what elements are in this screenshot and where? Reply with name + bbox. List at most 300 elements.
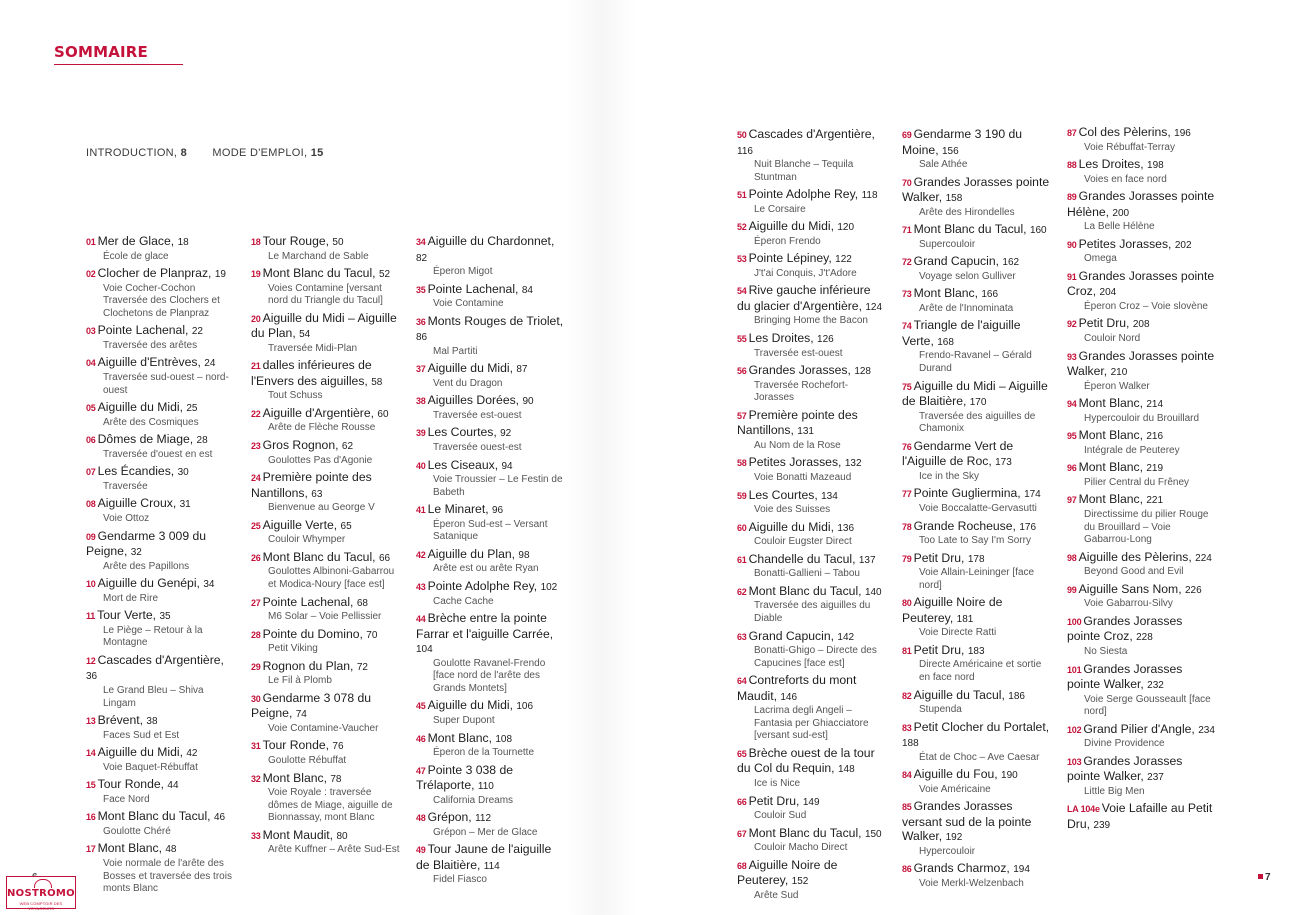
toc-entry-route: Voie Gabarrou-Silvy xyxy=(1084,598,1173,610)
toc-entry xyxy=(1067,396,1215,425)
toc-entry-number: 33 xyxy=(251,830,261,841)
toc-entry-route: Supercouloir xyxy=(919,238,976,250)
toc-entry-route: Éperon Migot xyxy=(433,266,493,277)
toc-entry-page: 120 xyxy=(837,222,855,234)
toc-entry-heading xyxy=(251,659,401,676)
toc-entry-route: Couloir Whymper xyxy=(268,534,346,546)
toc-entry xyxy=(251,595,401,624)
toc-entry-number: 25 xyxy=(251,520,261,531)
toc-entry-page: 82 xyxy=(416,252,428,264)
toc-entry-number: 20 xyxy=(251,313,261,324)
toc-entry-route: Fidel Fiasco xyxy=(433,874,487,886)
toc-column-3 xyxy=(416,234,568,890)
toc-entry-route: Le Corsaire xyxy=(754,203,806,215)
toc-entry xyxy=(251,518,401,547)
toc-entry xyxy=(416,842,568,887)
toc-entry-route: Éperon Frendo xyxy=(754,235,821,247)
toc-entry-number: 75 xyxy=(902,381,912,392)
toc-entry-page: 28 xyxy=(196,435,208,447)
toc-entry-route: Goulottes Albinoni-Gabarrou et Modica-Noury [face est] xyxy=(268,566,395,590)
toc-entry-number: 52 xyxy=(737,222,747,233)
toc-entry-page: 178 xyxy=(967,553,985,565)
toc-entry-number: 83 xyxy=(902,722,912,733)
toc-entry-summit: Grand Capucin, xyxy=(748,628,834,643)
toc-entry-heading xyxy=(86,809,238,826)
toc-entry-page: 140 xyxy=(864,586,882,598)
toc-entry-heading xyxy=(1067,460,1215,477)
toc-entry-number: 100 xyxy=(1067,616,1082,627)
toc-entry-number: 65 xyxy=(737,748,747,759)
toc-entry-heading xyxy=(86,266,238,283)
toc-entry-summit: Mont Blanc du Tacul, xyxy=(913,222,1027,237)
toc-entry xyxy=(1067,125,1215,154)
toc-entry-number: 07 xyxy=(86,467,96,478)
toc-entry-page: 24 xyxy=(204,358,216,370)
page-gutter xyxy=(566,0,636,915)
toc-entry-summit: Aiguille Noire de Peuterey, xyxy=(902,595,1003,625)
toc-entry-page: 136 xyxy=(837,522,855,534)
toc-entry-page: 96 xyxy=(491,505,504,517)
toc-entry-page: 70 xyxy=(366,629,378,641)
toc-entry-summit: Gendarme 3 190 du Moine, xyxy=(902,127,1023,157)
toc-entry-heading xyxy=(416,731,568,748)
toc-entry-route: Bonatti-Gallieni – Tabou xyxy=(754,568,860,580)
toc-entry-page: 65 xyxy=(340,520,352,532)
toc-entry-route: Faces Sud et Est xyxy=(103,729,180,741)
toc-entry-summit: Mont Blanc du Tacul, xyxy=(748,583,862,598)
toc-entry-number: 10 xyxy=(86,579,96,590)
toc-entry-heading xyxy=(1067,396,1215,413)
toc-entry xyxy=(416,393,568,422)
toc-entry-page: 32 xyxy=(130,547,142,559)
toc-entry-heading xyxy=(86,323,238,340)
toc-entry-summit: Mont Blanc, xyxy=(1078,428,1143,443)
toc-entry-heading xyxy=(86,653,238,685)
toc-column-5 xyxy=(902,127,1054,894)
toc-entry-route: Voie Allain-Leininger [face nord] xyxy=(919,567,1035,591)
toc-entry-summit: Cascades d'Argentière, xyxy=(97,652,224,667)
toc-entry xyxy=(737,127,887,184)
toc-entry-number: 42 xyxy=(416,549,426,560)
toc-entry-route: Super Dupont xyxy=(433,714,495,726)
toc-entry-route: Hypercouloir xyxy=(919,845,976,857)
toc-entry-summit: Aiguille du Midi, xyxy=(427,361,513,376)
toc-entry-heading xyxy=(902,318,1054,350)
toc-entry-page: 68 xyxy=(356,597,368,609)
toc-entry-number: 93 xyxy=(1067,351,1077,362)
toc-entry-number: 56 xyxy=(737,366,747,377)
toc-entry-summit: Brèche ouest de la tour du Col du Requin, xyxy=(737,745,875,776)
toc-entry xyxy=(86,496,238,525)
toc-entry-page: 106 xyxy=(516,701,534,713)
toc-entry-page: 86 xyxy=(416,332,428,344)
toc-entry-heading xyxy=(737,552,887,569)
toc-entry-summit: Monts Rouges de Triolet, xyxy=(427,313,564,328)
toc-entry-summit: Rive gauche inférieure du glacier d'Argentière, xyxy=(737,283,871,313)
toc-entry xyxy=(902,720,1054,765)
toc-entry-heading xyxy=(86,496,238,513)
toc-entry xyxy=(737,283,887,328)
toc-entry-number: 12 xyxy=(86,655,96,666)
toc-entry-heading xyxy=(737,219,887,236)
toc-entry xyxy=(902,318,1054,375)
toc-entry xyxy=(416,282,568,311)
toc-entry-number: 36 xyxy=(416,316,426,327)
toc-entry xyxy=(416,361,568,390)
toc-entry-route: No Siesta xyxy=(1084,645,1128,657)
toc-entry-route: Couloir Eugster Direct xyxy=(754,536,852,548)
toc-entry-summit: Grandes Jorasses versant sud de la pointe Walker, xyxy=(902,799,1032,844)
toc-entry-route: Ice is Nice xyxy=(754,777,801,789)
toc-entry-route: Arête Kuffner – Arête Sud-Est xyxy=(268,844,400,856)
toc-entry-summit: Gros Rognon, xyxy=(262,438,339,453)
toc-entry xyxy=(1067,157,1215,186)
toc-entry-summit: Aiguille du Midi, xyxy=(748,519,834,534)
toc-entry xyxy=(1067,316,1215,345)
toc-entry-summit: Mer de Glace, xyxy=(97,234,175,248)
toc-entry-number: 74 xyxy=(902,321,912,332)
toc-entry-route: Little Big Men xyxy=(1084,785,1145,797)
toc-entry-page: 176 xyxy=(1019,521,1037,533)
toc-entry-route: Voie Baquet-Rébuffat xyxy=(103,761,198,773)
toc-entry-route: Bonatti-Ghigo – Directe des Capucines [face est] xyxy=(754,645,877,669)
toc-entry-heading xyxy=(737,488,887,505)
toc-entry-number: 63 xyxy=(737,631,747,642)
toc-column-4 xyxy=(737,127,887,905)
toc-entry-page: 134 xyxy=(821,490,838,502)
toc-entry-page: 137 xyxy=(858,554,876,566)
toc-entry-route: Couloir Macho Direct xyxy=(754,842,848,854)
toc-entry xyxy=(416,611,568,695)
toc-entry-heading xyxy=(416,698,568,715)
toc-entry-page: 25 xyxy=(186,403,198,415)
toc-entry-summit: Grand Capucin, xyxy=(913,254,999,269)
toc-entry-number: 06 xyxy=(86,435,96,446)
toc-entry-page: 22 xyxy=(191,326,203,338)
toc-entry-heading xyxy=(1067,582,1215,599)
toc-entry-number: 91 xyxy=(1067,271,1077,282)
toc-entry-number: 39 xyxy=(416,428,426,439)
toc-entry xyxy=(416,458,568,500)
toc-entry-summit: Cascades d'Argentière, xyxy=(748,127,875,141)
toc-entry-number: 59 xyxy=(737,490,747,501)
toc-entry-heading xyxy=(737,127,887,159)
toc-entry-summit: Pointe Lachenal, xyxy=(97,323,189,338)
toc-entry-page: 92 xyxy=(500,428,512,440)
toc-entry xyxy=(737,363,887,405)
toc-entry-page: 48 xyxy=(165,844,177,856)
toc-entry-summit: Voie Lafaille au Petit Dru, xyxy=(1067,801,1213,831)
toc-entry-summit: Les Droites, xyxy=(748,331,814,346)
toc-entry xyxy=(86,529,238,574)
toc-entry xyxy=(902,286,1054,315)
toc-entry xyxy=(1067,189,1215,234)
toc-entry-summit: Mont Blanc, xyxy=(1078,492,1143,507)
toc-entry-page: 50 xyxy=(332,237,344,248)
toc-entry-heading xyxy=(737,408,887,440)
toc-entry-heading xyxy=(737,746,887,778)
toc-entry-number: 96 xyxy=(1067,463,1077,474)
toc-entry-page: 183 xyxy=(967,645,985,657)
toc-entry-number: 09 xyxy=(86,531,96,542)
toc-entry xyxy=(737,629,887,671)
toc-entry-heading xyxy=(251,771,401,788)
toc-entry-route: Pilier Central du Frêney xyxy=(1084,476,1190,488)
toc-entry-page: 118 xyxy=(861,190,878,202)
toc-entry-page: 131 xyxy=(797,426,814,438)
toc-entry xyxy=(1067,550,1215,579)
toc-entry xyxy=(251,550,401,592)
toc-entry-heading xyxy=(902,551,1054,568)
toc-entry-number: 69 xyxy=(902,130,912,140)
toc-entry xyxy=(737,408,887,453)
toc-entry xyxy=(737,219,887,248)
toc-entry xyxy=(737,455,887,484)
toc-entry-number: 23 xyxy=(251,441,261,452)
toc-entry-heading xyxy=(737,629,887,646)
toc-entry xyxy=(1067,614,1215,659)
toc-entry-heading xyxy=(1067,754,1215,786)
toc-entry xyxy=(737,520,887,549)
toc-entry-page: 202 xyxy=(1174,239,1192,251)
toc-entry-page: 114 xyxy=(483,860,500,872)
toc-entry xyxy=(86,608,238,650)
toc-entry-summit: Chandelle du Tacul, xyxy=(748,551,856,566)
toc-entry xyxy=(416,810,568,839)
toc-entry-number: 37 xyxy=(416,364,426,375)
toc-entry-route: Traversée des aiguilles du Diable xyxy=(754,600,871,624)
toc-entry-route: Le Fil à Plomb xyxy=(268,675,332,687)
toc-entry-number: 46 xyxy=(416,733,426,744)
toc-entry-heading xyxy=(1067,349,1215,381)
toc-entry-number: 92 xyxy=(1067,319,1077,330)
toc-entry-page: 221 xyxy=(1146,495,1164,507)
toc-entry-heading xyxy=(737,826,887,843)
toc-entry-summit: dalles inférieures de l'Envers des aiguilles, xyxy=(251,358,372,388)
toc-entry-number: 88 xyxy=(1067,160,1077,171)
toc-entry xyxy=(86,464,238,493)
toc-entry-route: Arête de l'Innominata xyxy=(919,302,1014,314)
toc-entry xyxy=(251,828,401,857)
toc-entry-summit: Aiguille du Midi, xyxy=(748,219,834,234)
toc-entry-page: 104 xyxy=(416,644,433,656)
toc-entry-route: Traversée est-ouest xyxy=(754,347,843,359)
toc-entry-heading xyxy=(737,187,887,204)
toc-entry-page: 152 xyxy=(791,876,809,888)
toc-entry-number: 87 xyxy=(1067,128,1077,138)
toc-entry-number: 16 xyxy=(86,812,96,823)
toc-entry-number: 19 xyxy=(251,269,261,280)
toc-entry-number: 32 xyxy=(251,773,261,784)
toc-entry-heading xyxy=(251,406,401,423)
toc-entry xyxy=(1067,754,1215,799)
toc-entry-number: 70 xyxy=(902,177,912,188)
toc-entry-summit: Aiguille Croux, xyxy=(97,496,177,511)
toc-entry-summit: Petit Dru, xyxy=(913,550,965,565)
toc-entry xyxy=(902,127,1054,172)
toc-entry-number: 44 xyxy=(416,614,426,625)
toc-entry xyxy=(902,519,1054,548)
toc-entry-summit: Les Droites, xyxy=(1078,157,1144,172)
mode-emploi-item: MODE D'EMPLOI, 15 xyxy=(212,147,324,159)
toc-entry xyxy=(737,584,887,626)
toc-entry-heading xyxy=(251,738,401,755)
toc-entry-route: Tout Schuss xyxy=(268,390,323,402)
toc-entry-number: 13 xyxy=(86,716,96,727)
toc-entry-summit: Première pointe des Nantillons, xyxy=(737,407,858,438)
toc-entry-heading xyxy=(86,576,238,593)
toc-entry-route: Goulotte Chéré xyxy=(103,825,171,837)
toc-entry-route: Voies Contamine [versant nord du Triangle du Tacul] xyxy=(268,282,383,307)
toc-entry-number: 38 xyxy=(416,396,426,407)
toc-entry-summit: Petit Dru, xyxy=(913,642,965,657)
toc-entry-number: 26 xyxy=(251,552,261,563)
toc-entry-page: 146 xyxy=(780,691,798,703)
toc-entry xyxy=(1067,492,1215,546)
toc-entry-summit: Pointe Adolphe Rey, xyxy=(427,579,538,594)
toc-entry xyxy=(902,688,1054,717)
toc-entry-number: 64 xyxy=(737,676,747,687)
toc-entry-summit: Tour Ronde, xyxy=(262,738,330,753)
page-title: SOMMAIRE xyxy=(54,43,148,61)
toc-entry-route: Voie Contamine-Vaucher xyxy=(268,722,379,734)
toc-entry-route: Voie normale de l'arête des Bosses et traversée des trois monts Blanc xyxy=(103,857,232,895)
toc-entry-number: 03 xyxy=(86,326,96,337)
toc-entry-heading xyxy=(251,438,401,455)
toc-entry-page: 126 xyxy=(817,334,834,346)
toc-entry-page: 124 xyxy=(865,301,883,313)
toc-entry-heading xyxy=(86,713,238,730)
toc-entry-page: 181 xyxy=(956,613,974,625)
toc-entry-route: Voies en face nord xyxy=(1084,173,1167,185)
toc-entry-summit: Aiguille du Midi, xyxy=(97,400,183,415)
toc-entry xyxy=(902,767,1054,796)
toc-entry-summit: Aiguille du Tacul, xyxy=(913,687,1005,702)
toc-entry xyxy=(1067,801,1215,833)
toc-entry-heading xyxy=(251,470,401,502)
toc-entry-number: 30 xyxy=(251,693,261,704)
toc-entry-number: 45 xyxy=(416,701,426,712)
toc-entry-route: Traversée ouest-est xyxy=(433,441,522,453)
toc-entry-summit: Col des Pèlerins, xyxy=(1078,125,1171,139)
toc-entry-number: 02 xyxy=(86,269,96,280)
toc-entry-page: 90 xyxy=(522,396,534,408)
toc-entry-page: 150 xyxy=(864,828,882,840)
toc-entry-summit: Les Courtes, xyxy=(748,487,818,502)
toc-entry xyxy=(902,799,1054,858)
toc-entry-heading xyxy=(737,283,887,315)
toc-entry-heading xyxy=(86,608,238,625)
toc-entry-number: 31 xyxy=(251,741,261,752)
toc-entry-route: Voie Boccalatte-Gervasutti xyxy=(919,502,1037,514)
toc-entry-number: 41 xyxy=(416,505,426,516)
toc-entry-number: 24 xyxy=(251,473,261,484)
toc-entry-heading xyxy=(737,584,887,601)
toc-entry-summit: Aiguille du Midi – Aiguille de Blaitière, xyxy=(902,378,1048,409)
toc-entry-page: 156 xyxy=(941,145,959,157)
toc-entry-summit: Aiguille du Plan, xyxy=(427,546,516,561)
toc-entry-number: 89 xyxy=(1067,192,1077,203)
toc-entry-route: Voie Rébuffat-Terray xyxy=(1084,141,1175,153)
toc-entry-route: Éperon de la Tournette xyxy=(433,747,535,758)
toc-entry xyxy=(902,379,1054,436)
toc-entry-route: Éperon Sud-est – Versant Satanique xyxy=(433,518,548,543)
toc-entry xyxy=(902,861,1054,890)
toc-entry-page: 168 xyxy=(937,336,954,348)
toc-entry-summit: Grands Charmoz, xyxy=(913,861,1010,876)
toc-entry-summit: Grandes Jorasses pointe Croz, xyxy=(1067,613,1183,644)
toc-entry-route: Voie Merkl-Welzenbach xyxy=(919,877,1024,889)
toc-entry-heading xyxy=(737,794,887,811)
toc-entry xyxy=(86,777,238,806)
toc-entry-summit: Pointe du Domino, xyxy=(262,626,363,641)
toc-entry xyxy=(251,438,401,467)
toc-entry-number: 66 xyxy=(737,796,747,807)
toc-entry-summit: Mont Blanc du Tacul, xyxy=(262,266,376,281)
toc-entry xyxy=(1067,662,1215,719)
toc-entry-heading xyxy=(902,767,1054,784)
toc-entry-page: 200 xyxy=(1112,207,1130,219)
toc-entry xyxy=(1067,460,1215,489)
toc-entry xyxy=(737,826,887,855)
toc-entry-number: 57 xyxy=(737,410,747,421)
toc-entry xyxy=(902,222,1054,251)
toc-entry-route: Voie Directe Ratti xyxy=(919,627,997,639)
toc-entry xyxy=(737,746,887,791)
toc-entry-heading xyxy=(86,400,238,417)
toc-entry-heading xyxy=(1067,269,1215,301)
toc-entry xyxy=(86,355,238,397)
toc-entry-page: 76 xyxy=(332,741,344,753)
toc-entry-route: Intégrale de Peuterey xyxy=(1084,444,1180,456)
toc-entry-number: 81 xyxy=(902,645,912,656)
toc-entry-route: Traversée Midi-Plan xyxy=(268,342,358,354)
toc-entry-page: 237 xyxy=(1147,772,1164,784)
toc-entry-number: 97 xyxy=(1067,495,1077,506)
toc-entry xyxy=(416,314,568,359)
toc-entry xyxy=(902,439,1054,484)
toc-entry-number: 49 xyxy=(416,845,426,856)
toc-entry xyxy=(251,311,401,356)
toc-entry-heading xyxy=(902,286,1054,303)
toc-entry-route: Nuit Blanche – Tequila Stuntman xyxy=(754,159,854,183)
toc-entry-page: 19 xyxy=(214,269,226,281)
toc-entry-page: 18 xyxy=(177,237,189,248)
toc-entry-number: 68 xyxy=(737,860,747,871)
toc-entry xyxy=(737,251,887,280)
toc-entry-page: 204 xyxy=(1099,287,1117,299)
toc-entry-summit: Petites Jorasses, xyxy=(748,455,842,470)
toc-entry-page: 214 xyxy=(1146,399,1164,411)
toc-entry-page: 62 xyxy=(341,441,354,453)
toc-entry-number: 54 xyxy=(737,286,747,297)
toc-entry-summit: Dômes de Miage, xyxy=(97,432,194,447)
toc-entry xyxy=(1067,428,1215,457)
toc-entry-page: 36 xyxy=(86,671,98,683)
toc-entry-summit: Mont Blanc, xyxy=(1078,396,1143,411)
toc-entry-heading xyxy=(902,688,1054,705)
toc-entry-page: 44 xyxy=(167,780,179,792)
toc-entry-page: 239 xyxy=(1093,819,1111,831)
toc-entry-number: 34 xyxy=(416,237,426,247)
toc-entry-route: Traversée des aiguilles de Chamonix xyxy=(919,410,1036,435)
toc-entry-page: 78 xyxy=(330,773,342,785)
toc-entry-summit: Petit Clocher du Portalet, xyxy=(913,719,1050,734)
toc-entry-heading xyxy=(86,355,238,372)
toc-entry xyxy=(251,266,401,308)
toc-entry-number: 55 xyxy=(737,334,747,345)
toc-entry-page: 54 xyxy=(299,329,311,341)
